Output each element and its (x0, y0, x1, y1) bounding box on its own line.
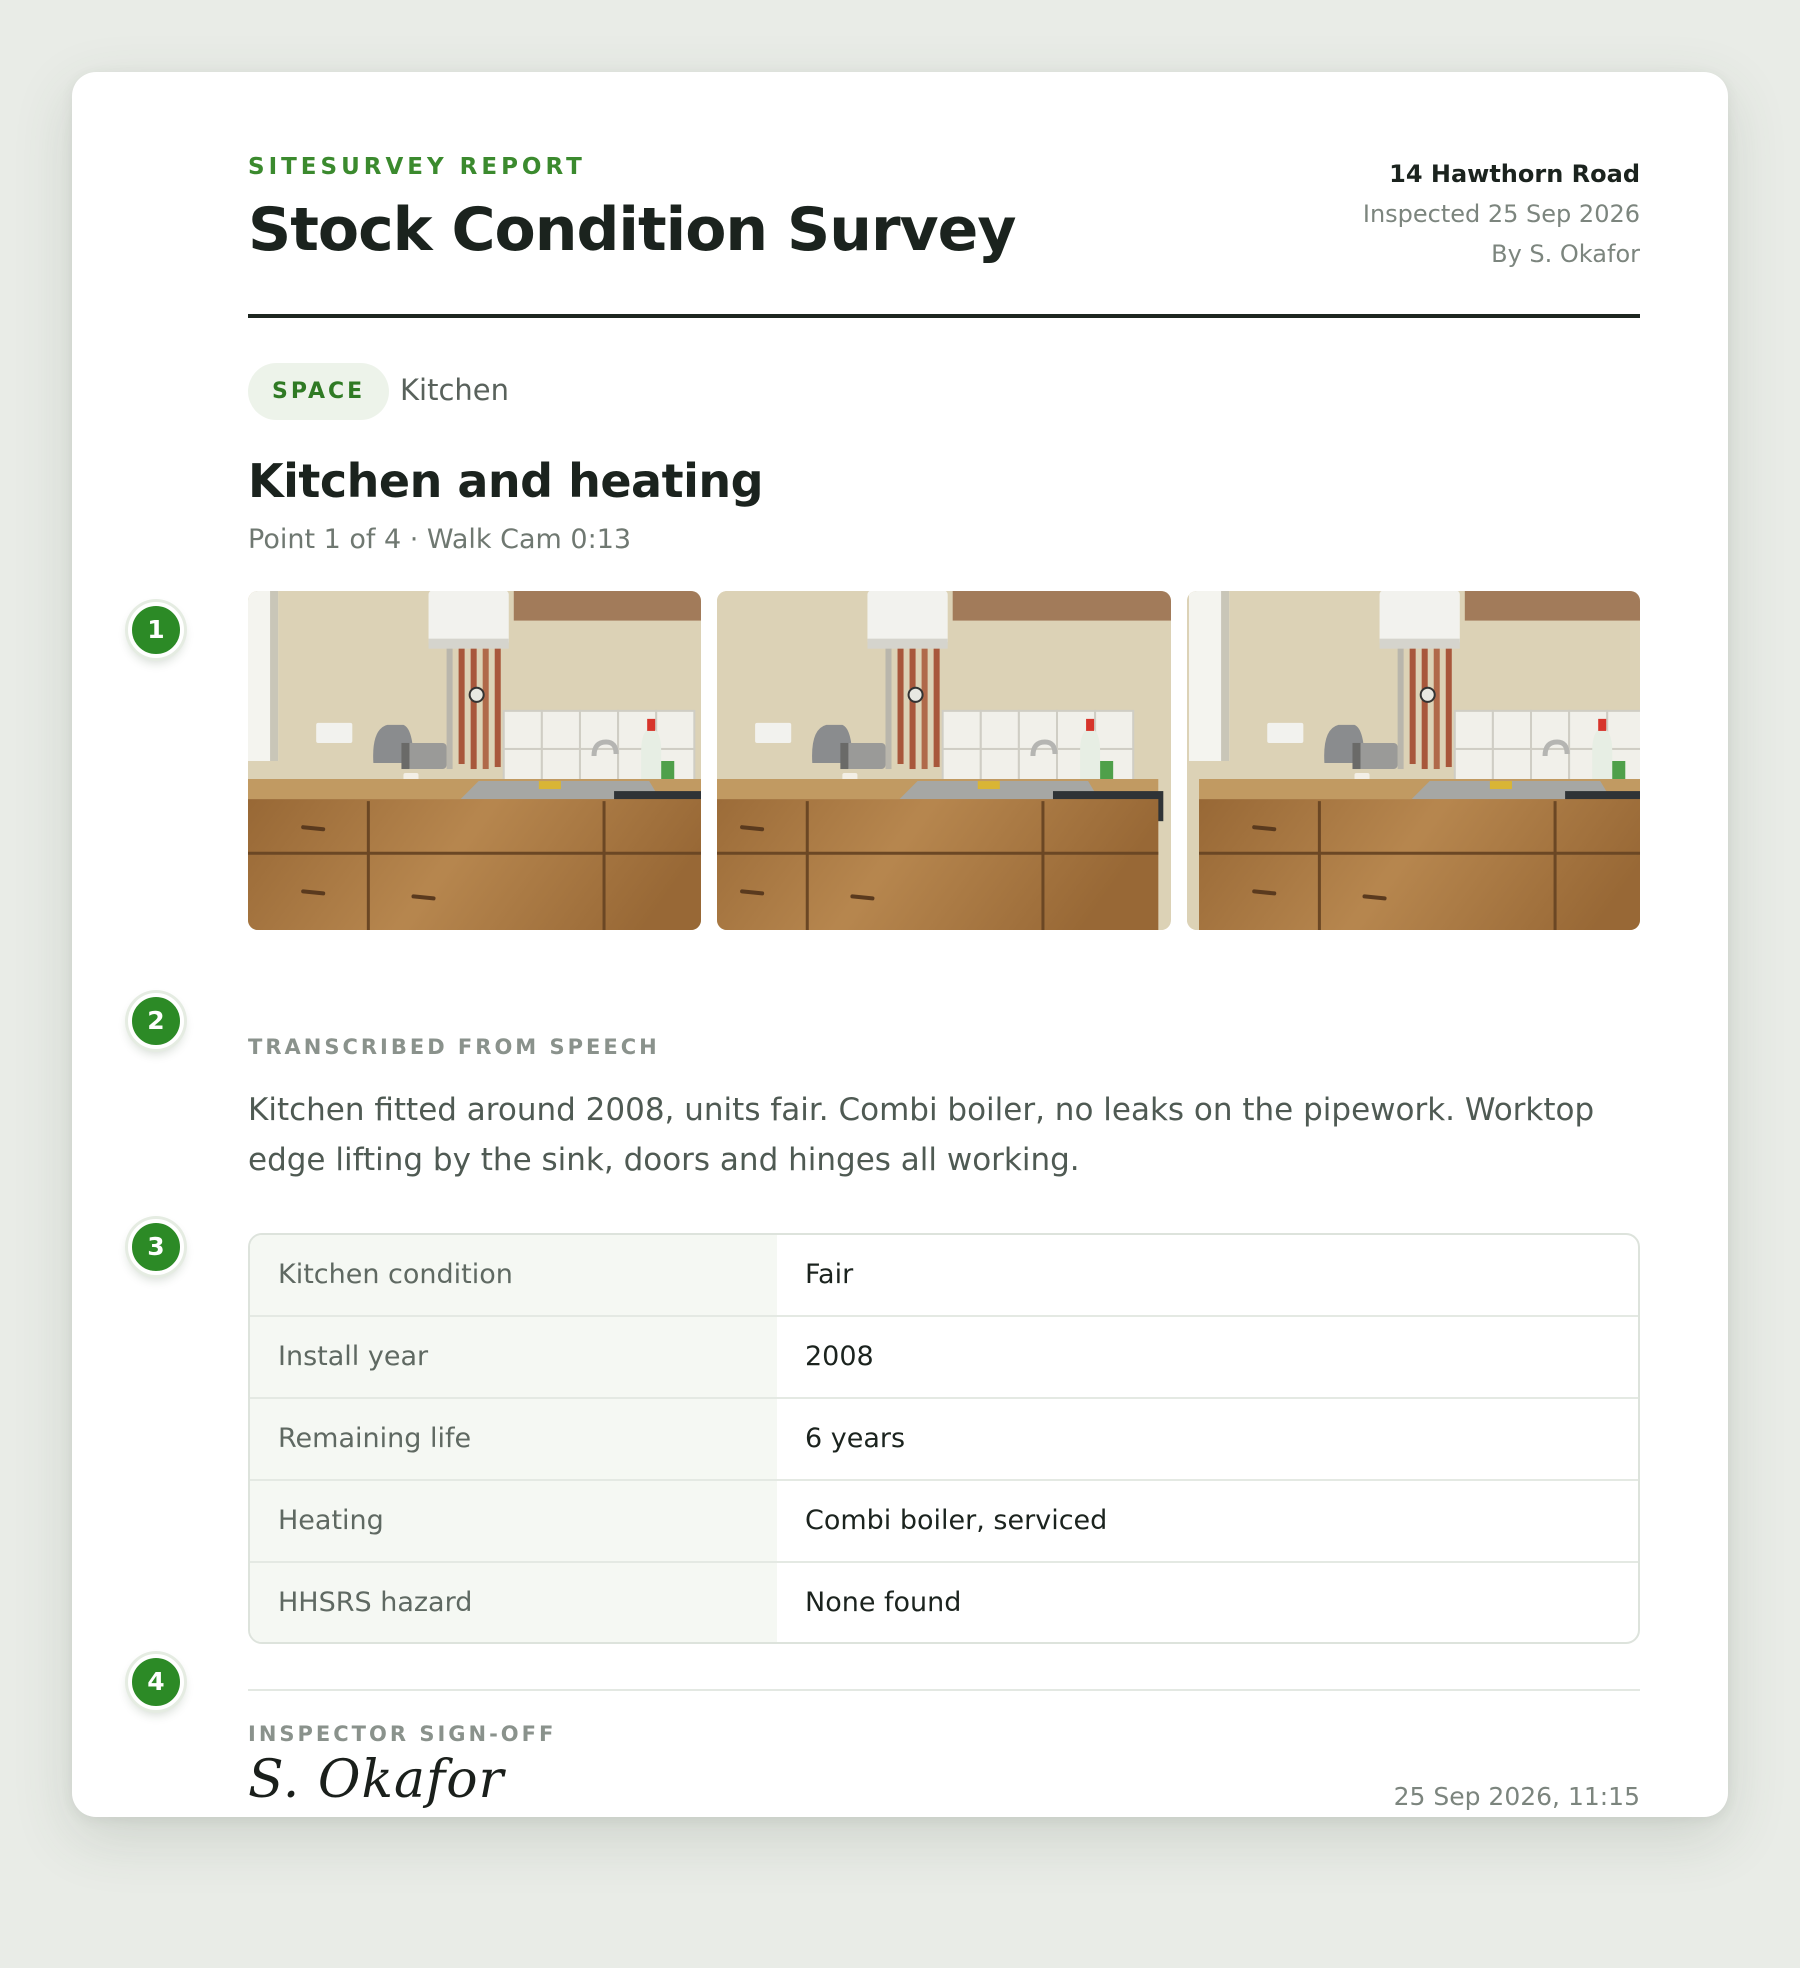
step-marker-1: 1 (128, 602, 184, 658)
table-row (250, 1399, 1638, 1481)
transcript-text: Kitchen fitted around 2008, units fair. Combi boiler, no leaks on the pipework. Worktop edge lifting by the sink, doors and hinges all working. (248, 1092, 1595, 1178)
step-marker-3: 3 (128, 1219, 184, 1275)
details-table (248, 1233, 1640, 1644)
detail-value: Fair (805, 1259, 854, 1290)
detail-value: 6 years (805, 1423, 906, 1454)
transcript-kicker: TRANSCRIBED FROM SPEECH (248, 1035, 660, 1059)
property-address: 14 Hawthorn Road (1389, 160, 1640, 188)
table-row (250, 1481, 1638, 1563)
detail-label: Heating (250, 1481, 777, 1561)
kitchen-photo-1[interactable] (248, 591, 701, 930)
signoff-timestamp: 25 Sep 2026, 11:15 (1393, 1782, 1640, 1811)
step-marker-2: 2 (128, 993, 184, 1049)
table-row (250, 1235, 1638, 1317)
detail-value: 2008 (805, 1341, 874, 1372)
detail-label: Kitchen condition (250, 1235, 777, 1315)
space-chip: SPACE (248, 363, 389, 420)
section-subtitle: Point 1 of 4 · Walk Cam 0:13 (248, 524, 632, 555)
detail-label: Install year (250, 1317, 777, 1397)
kitchen-photo-3[interactable] (1187, 591, 1640, 930)
detail-label: HHSRS hazard (250, 1563, 777, 1644)
table-row (250, 1317, 1638, 1399)
report-meta (1363, 154, 1640, 274)
inspection-date: Inspected 25 Sep 2026 (1362, 200, 1640, 228)
inspector-name: By S. Okafor (1491, 240, 1640, 268)
detail-label: Remaining life (250, 1399, 777, 1479)
signoff-divider (248, 1689, 1640, 1691)
photo-strip (248, 591, 1640, 930)
step-marker-4: 4 (128, 1654, 184, 1710)
detail-value: Combi boiler, serviced (805, 1505, 1108, 1536)
header-divider (248, 314, 1640, 318)
signoff-kicker: INSPECTOR SIGN-OFF (248, 1722, 557, 1746)
report-card (72, 72, 1728, 1817)
report-title: Stock Condition Survey (248, 195, 1016, 265)
detail-value: None found (805, 1587, 962, 1618)
table-row (250, 1563, 1638, 1644)
report-eyebrow: SITESURVEY REPORT (248, 154, 586, 180)
section-title: Kitchen and heating (248, 454, 764, 508)
inspector-signature: S. Okafor (248, 1750, 505, 1810)
space-name: Kitchen (400, 373, 509, 407)
kitchen-photo-2[interactable] (717, 591, 1170, 930)
